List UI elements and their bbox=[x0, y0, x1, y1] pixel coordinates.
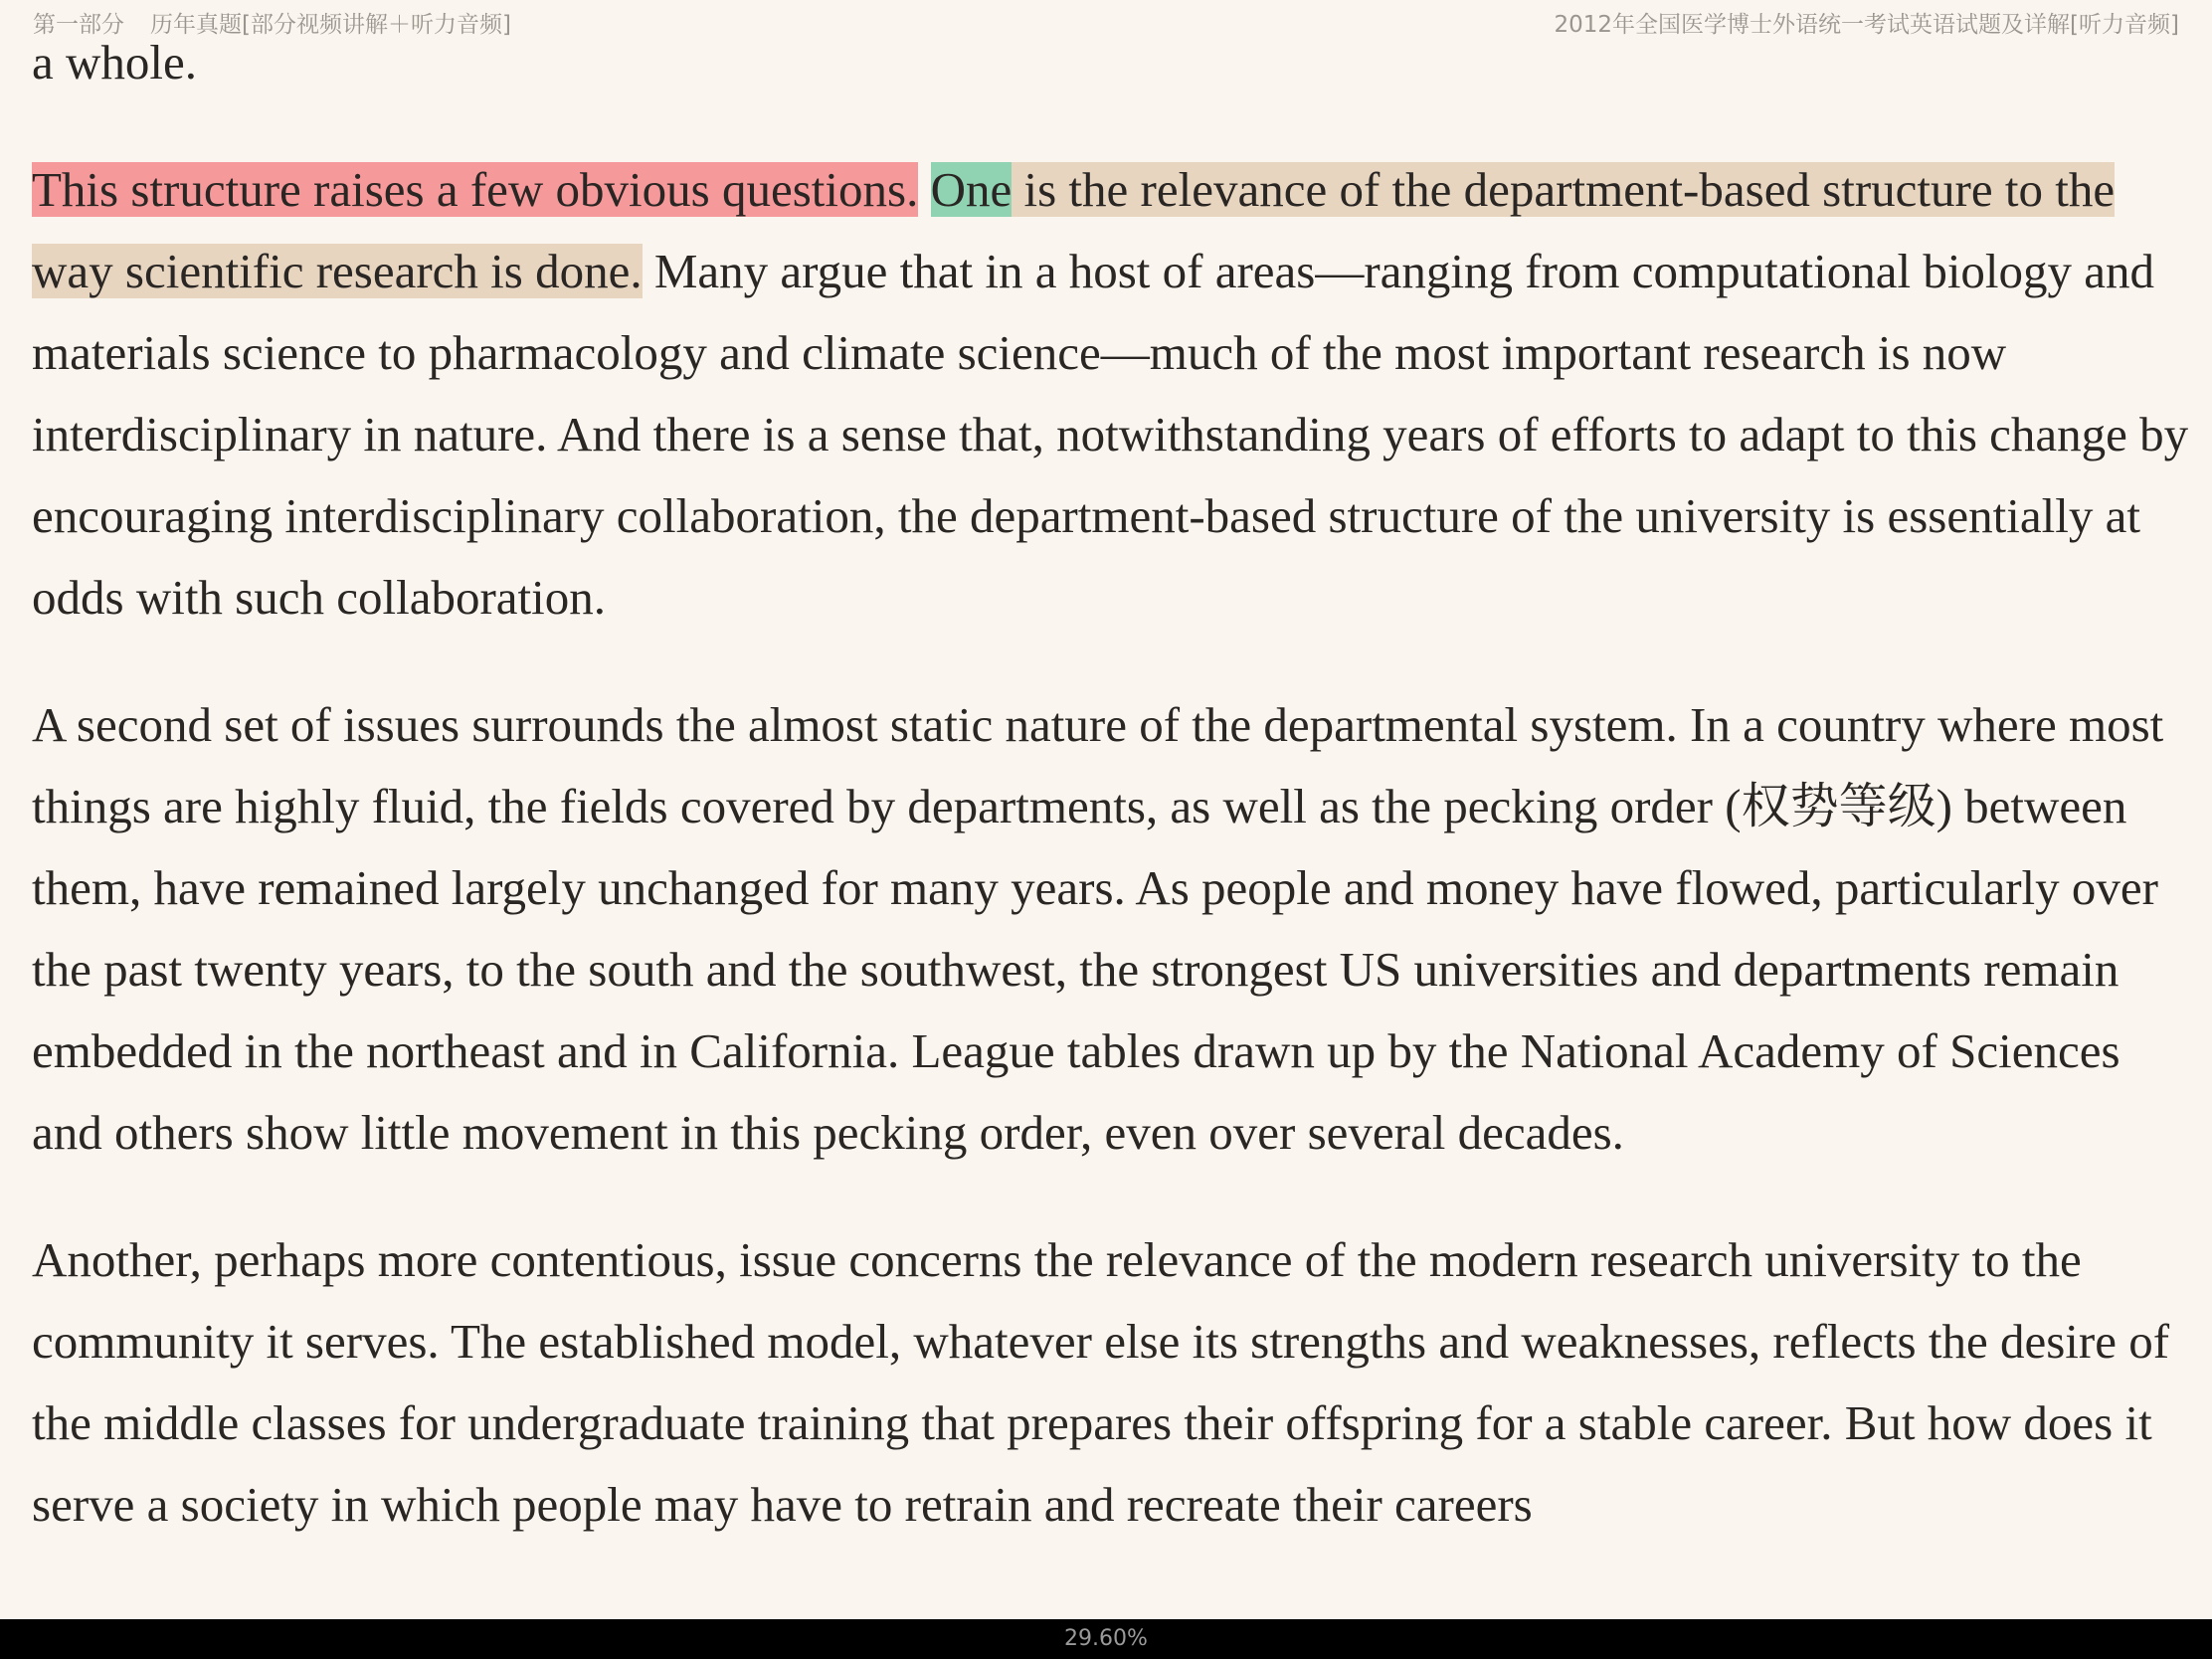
highlight-tan[interactable]: is the relevance of the department-based structure to the way scientific research is done. bbox=[32, 162, 2116, 298]
reading-content[interactable] bbox=[32, 22, 2200, 1546]
section-label: 历年真题[部分视频讲解＋听力音频] bbox=[150, 12, 511, 38]
highlight-green[interactable]: One bbox=[930, 162, 1013, 217]
part-label: 第一部分 bbox=[33, 12, 124, 38]
paragraph-3[interactable]: Another, perhaps more contentious, issue concerns the relevance of the modern research university to the community it serves. The established model, whatever else its strengths and weaknesses, reflects the desire of the middle classes for undergraduate training that prepares their offspring for a stable career. But how does it serve a society in which people may have to retrain and recreate their careers bbox=[32, 1232, 2170, 1532]
paragraph-fragment[interactable]: a whole. bbox=[32, 35, 197, 90]
reading-progress: 29.60% bbox=[1064, 1626, 1148, 1651]
book-title: 2012年全国医学博士外语统一考试英语试题及详解[听力音频] bbox=[1554, 12, 2179, 38]
paragraph-1-text[interactable]: Many argue that in a host of areas—ranging from computational biology and materials science to pharmacology and climate science—much of the most important research is now interdisciplinary in nature. And there is a sense that, notwithstanding years of efforts to adapt to this change by encouraging interdisciplinary collaboration, the department-based structure of the university is essentially at odds with such collaboration. bbox=[32, 244, 2189, 625]
highlight-red[interactable]: This structure raises a few obvious questions. bbox=[32, 162, 919, 217]
paragraph-1[interactable] bbox=[32, 149, 2200, 639]
paragraph-2[interactable]: A second set of issues surrounds the almost static nature of the departmental system. In a country where most things are highly fluid, the fields covered by departments, as well as the pecking order (权势等级) between them, have remained largely unchanged for many years. As people and money have flowed, particularly over the past twenty years, to the south and the southwest, the strongest US universities and departments remain embedded in the northeast and in California. League tables drawn up by the National Academy of Sciences and others show little movement in this pecking order, even over several decades. bbox=[32, 697, 2164, 1160]
reading-progress-bar bbox=[0, 1619, 2212, 1659]
